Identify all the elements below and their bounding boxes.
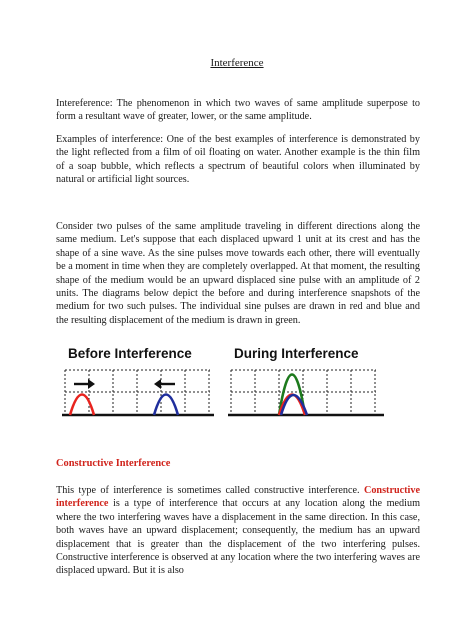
interference-diagrams [62, 344, 402, 430]
before-interference-figure [62, 346, 214, 418]
examples-paragraph: Examples of interference: One of the best examples of interference is demonstrated by the light reflected from a film of oil floating on water. Another example is the thin film of a soap bubble, which reflects a spectrum of beautiful colors when illuminated by natural or artificial light sources. [56, 134, 420, 186]
interference-diagram-svg [62, 344, 402, 430]
constructive-text-start: This type of interference is sometimes called constructive interference. [56, 485, 364, 496]
during-title: During Interference [234, 346, 359, 361]
blue-pulse [154, 395, 178, 416]
left-arrow-icon [154, 379, 175, 389]
during-interference-figure [228, 346, 384, 418]
constructive-paragraph [56, 484, 420, 578]
pulses-paragraph: Consider two pulses of the same amplitude traveling in different directions along the same medium. Let's suppose that each displaced upward 1 unit at its crest and has the shape of a sine wave. As the sine pulses move towards each other, there will eventually be a moment in time when they are completely overlapped. At that moment, the resulting shape of the medium would be an upward displaced sine pulse with an amplitude of 2 units. The diagrams below depict the before and during interference snapshots of the medium for two such pulses. The individual sine pulses are drawn in red and blue and the resulting displacement of the medium is drawn in green. [56, 221, 420, 326]
before-title: Before Interference [68, 346, 192, 361]
red-pulse [70, 395, 94, 416]
constructive-text-rest: is a type of interference that occurs at any location along the medium where the two interfering waves have a displacement in the same direction. In this case, both waves have an upward displacement; consequently, the medium has an upward displacement that is greater than the displacement of the two interfering pulses. Constructive interference is observed at any location where the two interfering waves are displaced upward. But it is also [56, 498, 420, 577]
section-heading: Constructive Interference [56, 458, 171, 469]
page-title: Interference [210, 57, 264, 69]
definition-paragraph: Intereference: The phenomenon in which two waves of same amplitude superpose to form a resultant wave of greater, lower, or the same amplitude. [56, 98, 420, 123]
before-grid [65, 370, 210, 418]
constructive-term: Constructive interference [56, 485, 420, 510]
right-arrow-icon [74, 379, 95, 389]
